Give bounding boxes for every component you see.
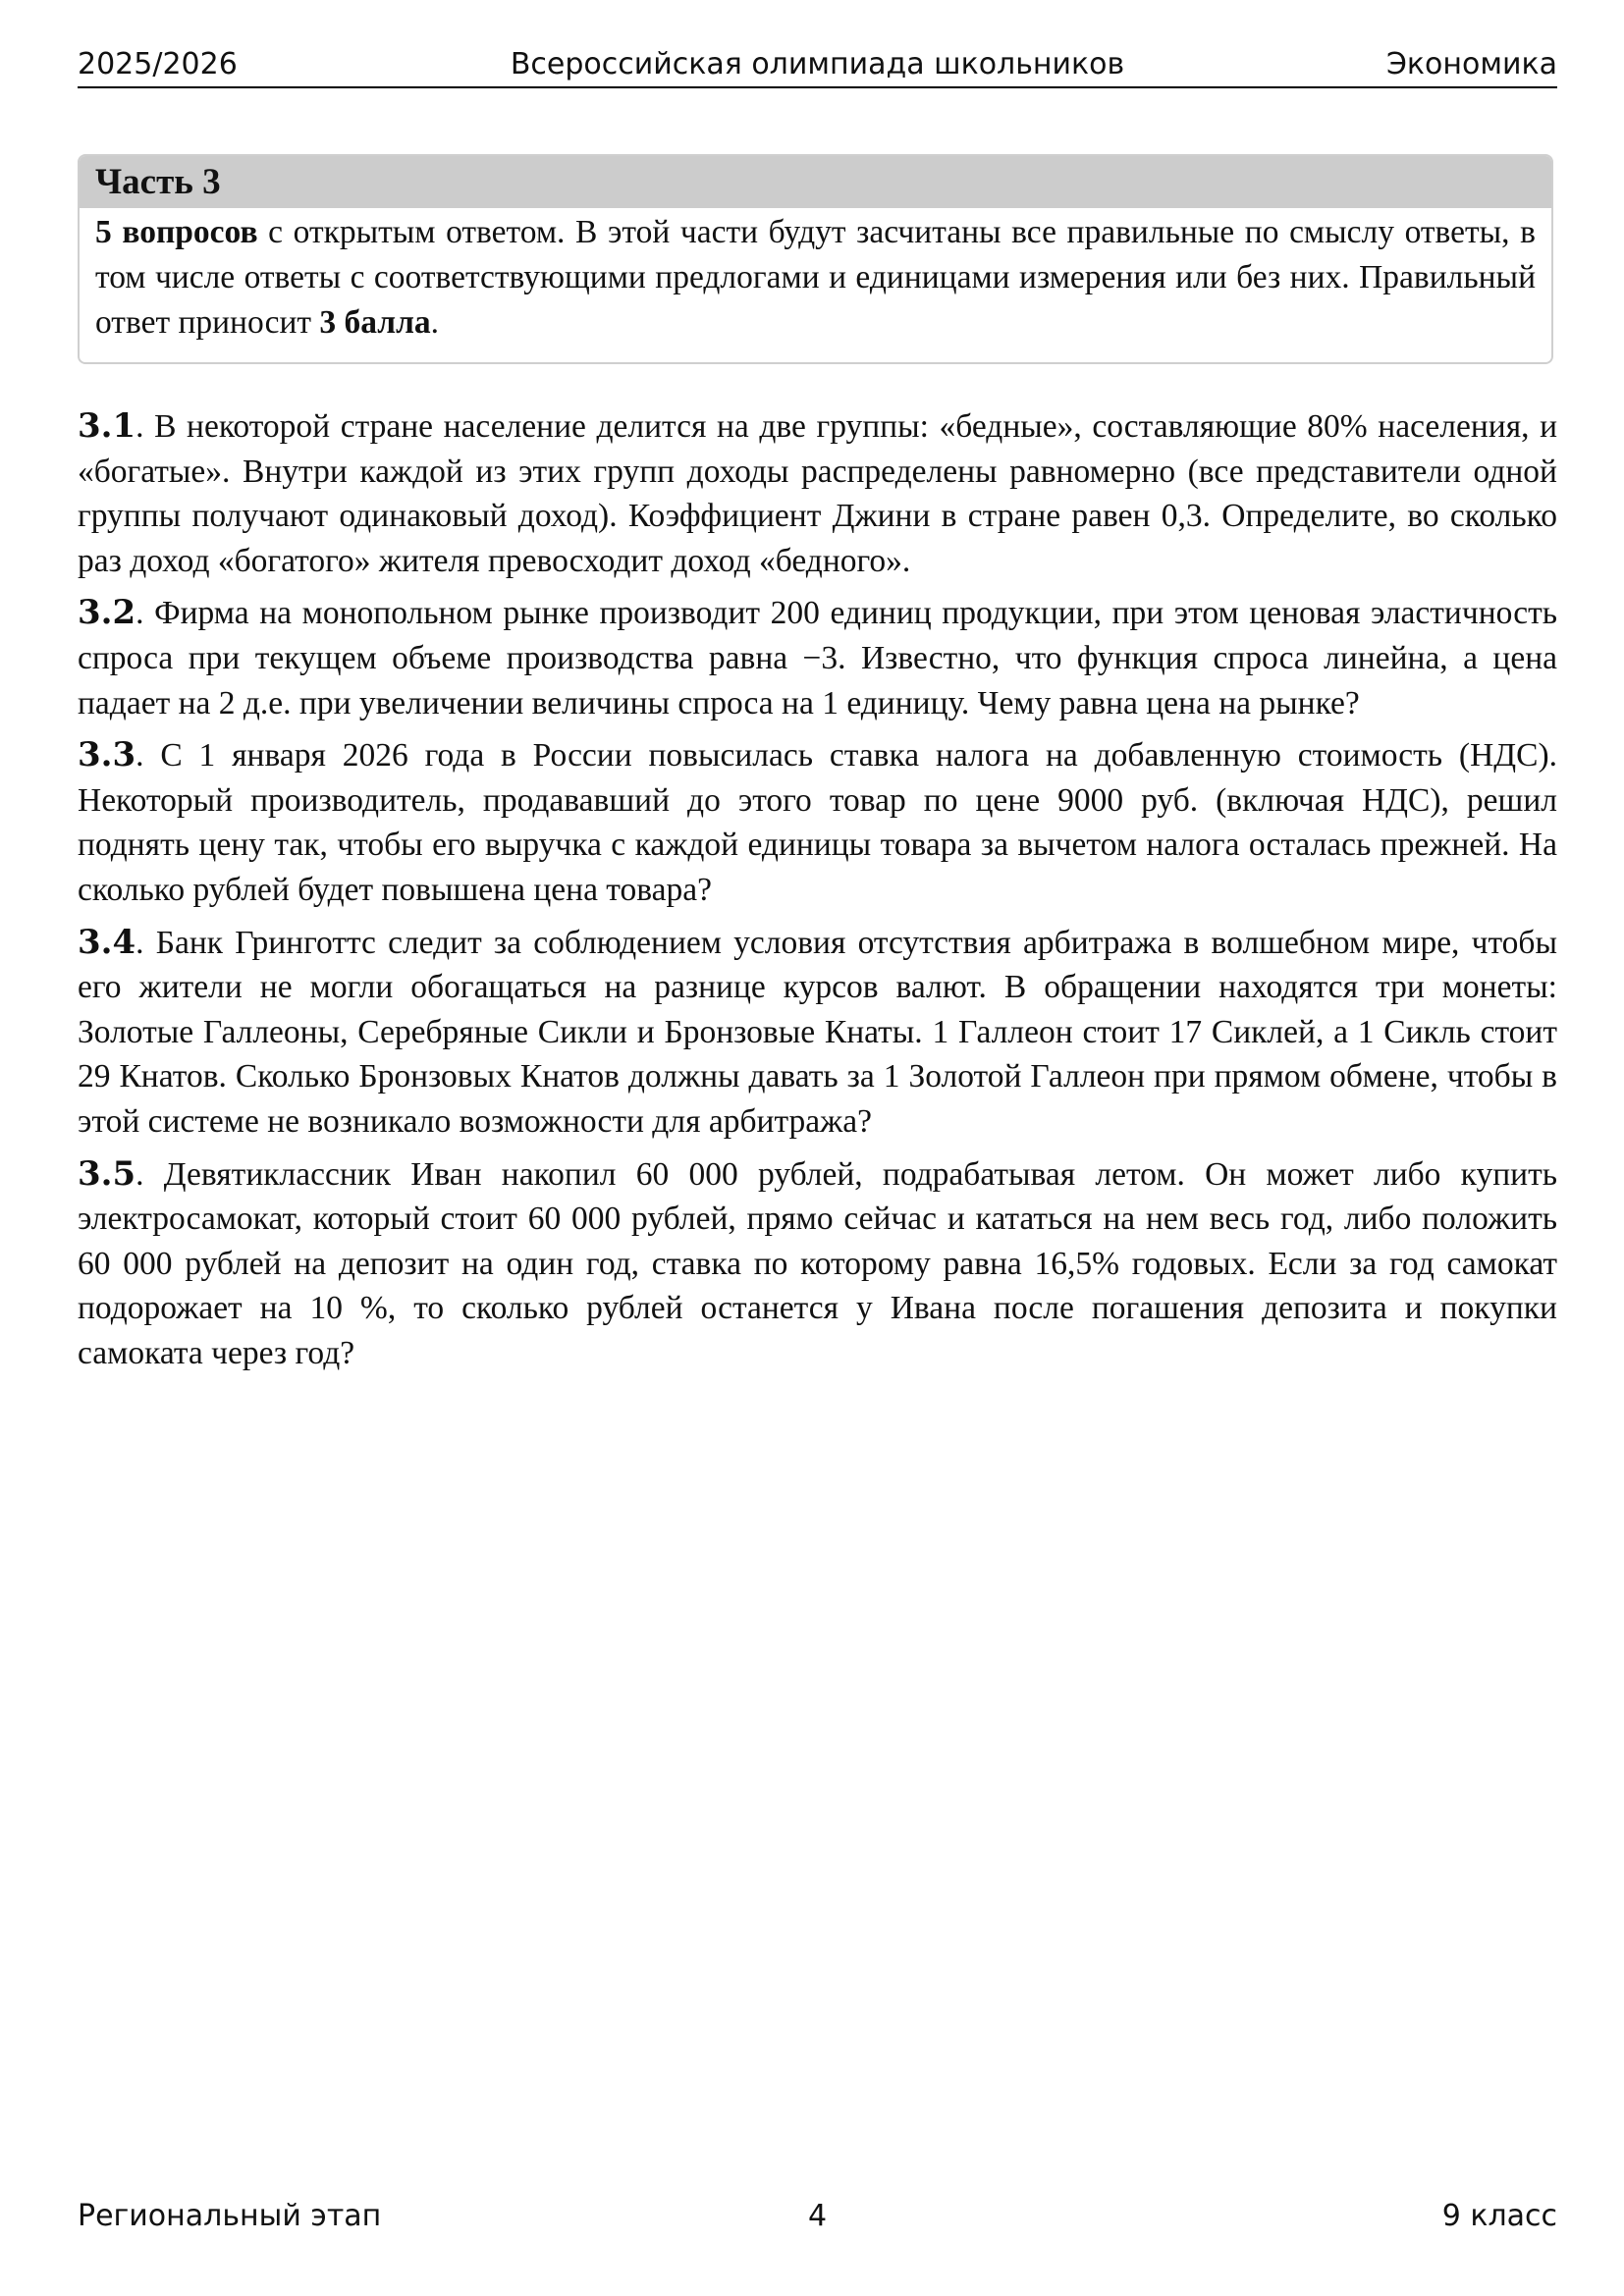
question-number-dot: . (135, 737, 144, 774)
part-description (80, 208, 1551, 346)
question-text: Банк Гринготтс следит за соблюдением условия отсутствия арбитража в волшебном мире, чтобы его жители не могли обогащаться на разнице курсов валют. В обращении находятся три монеты: Золотые Галлеоны, Серебряные Сикли и Бронзовые Кнаты. 1 Галлеон стоит 17 Сиклей, а 1 Сикль стоит 29 Кнатов. Сколько Бронзовых Кнатов должны давать за 1 Золотой Галлеон при прямом обмене, чтобы в этой системе не возникало возможности для арбитража? (78, 924, 1557, 1140)
footer-grade: 9 класс (1441, 2199, 1557, 2233)
page-footer (78, 2199, 1557, 2238)
question-3-5 (78, 1152, 1557, 1376)
page-header (78, 43, 1557, 88)
question-count: 5 вопросов (95, 214, 258, 250)
question-number: 3.1 (78, 406, 136, 446)
question-number-dot: . (135, 408, 144, 445)
part-info-box (78, 154, 1553, 364)
question-text: Фирма на монопольном рынке производит 200 единиц продукции, при этом ценовая эластичность спроса при текущем объеме производства равна −3. Известно, что функция спроса линейна, а цена падает на 2 д.е. при увеличении величины спроса на 1 единицу. Чему равна цена на рынке? (78, 595, 1557, 721)
part-description-text: с открытым ответом. В этой части будут засчитаны все правильные по смыслу ответы, в том числе ответы с соответствующими предлогами и единицами измерения или без них. Правильный ответ приносит (95, 214, 1536, 341)
header-year: 2025/2026 (78, 47, 238, 81)
part-description-end: . (430, 304, 440, 341)
footer-stage: Региональный этап (78, 2199, 382, 2233)
question-number: 3.4 (78, 922, 136, 962)
question-list (78, 404, 1557, 1383)
header-olympiad-title: Всероссийская олимпиада школьников (510, 47, 1125, 81)
question-text: В некоторой стране население делится на две группы: «бедные», составляющие 80% населения, и «богатые». Внутри каждой из этих групп доходы распределены равномерно (все представители одной группы получают одинаковый доход). Коэффициент Джини в стране равен 0,3. Определите, во сколько раз доход «богатого» жителя превосходит доход «бедного». (78, 408, 1557, 579)
header-subject: Экономика (1385, 47, 1557, 81)
question-text: С 1 января 2026 года в России повысилась ставка налога на добавленную стоимость (НДС). Некоторый производитель, продававший до этого товар по цене 9000 руб. (включая НДС), решил поднять цену так, чтобы его выручка с каждой единицы товара за вычетом налога осталась прежней. На сколько рублей будет повышена цена товара? (78, 737, 1557, 908)
question-text: Девятиклассник Иван накопил 60 000 рублей, подрабатывая летом. Он может либо купить электросамокат, который стоит 60 000 рублей, прямо сейчас и кататься на нем весь год, либо положить 60 000 рублей на депозит на один год, ставка по которому равна 16,5% годовых. Если за год самокат подорожает на 10 %, то сколько рублей останется у Ивана после погашения депозита и покупки самоката через год? (78, 1155, 1557, 1371)
question-3-2 (78, 591, 1557, 725)
question-number: 3.3 (78, 735, 136, 775)
page-number: 4 (807, 2199, 828, 2233)
question-3-4 (78, 921, 1557, 1145)
points-per-answer: 3 балла (319, 304, 431, 341)
question-number-dot: . (135, 924, 144, 961)
question-number: 3.2 (78, 593, 136, 633)
question-3-3 (78, 733, 1557, 912)
question-3-1 (78, 404, 1557, 583)
question-number-dot: . (135, 595, 144, 632)
part-title: Часть 3 (80, 156, 1551, 208)
question-number: 3.5 (78, 1153, 136, 1194)
question-number-dot: . (135, 1155, 144, 1193)
